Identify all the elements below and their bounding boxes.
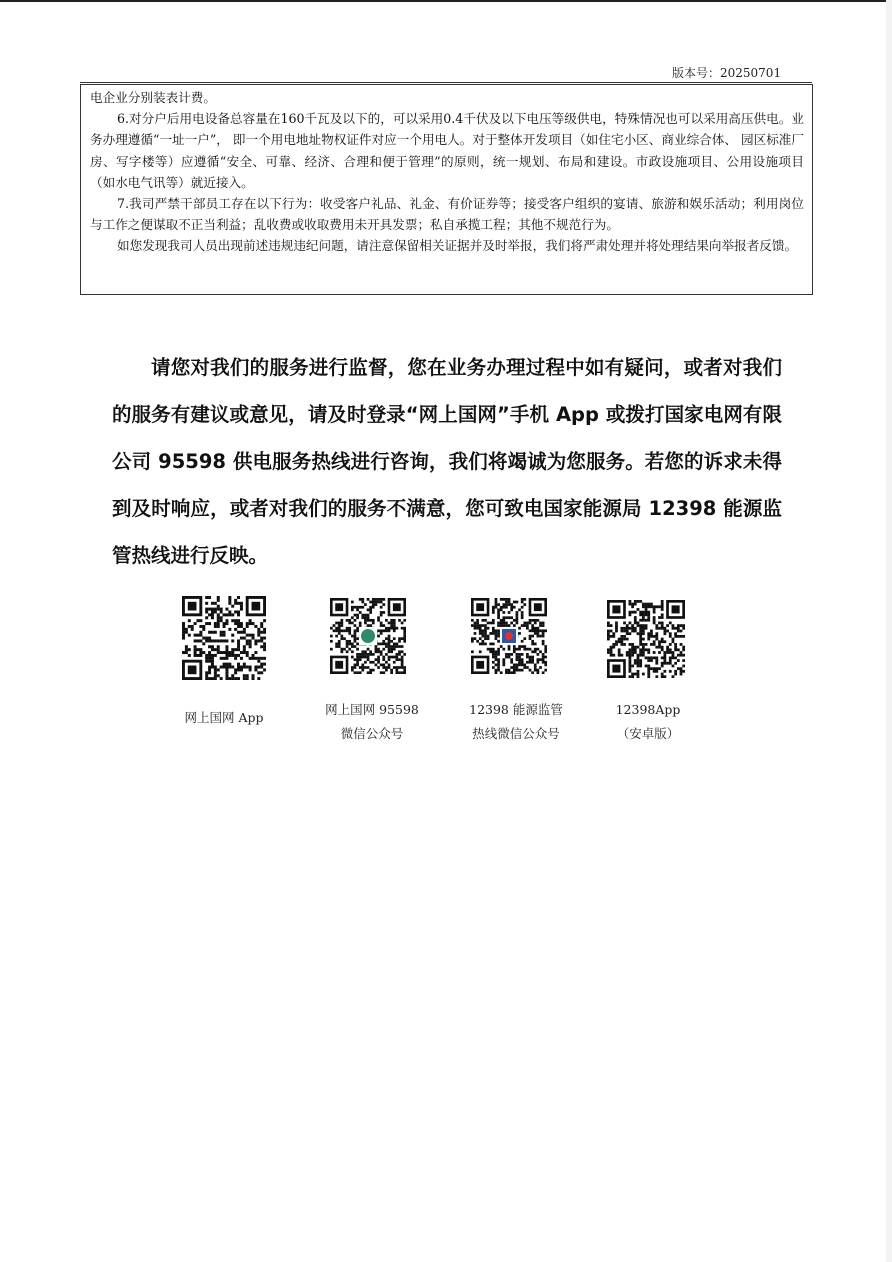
qr-caption-1-line1: 网上国网 App (184, 710, 264, 725)
qr-caption-4-line2: （安卓版） (616, 726, 680, 741)
qr-95598-wechat[interactable] (330, 598, 406, 674)
qr-code-image (607, 600, 685, 678)
notice-item-7: 7.我司严禁干部员工存在以下行为：收受客户礼品、礼金、有价证券等；接受客户组织的宴请、旅游和娱乐活动；利用岗位与工作之便谋取不正当利益；乱收费或收取费用未开具发票；私自承揽工程；其他不规范行为。 (90, 196, 804, 233)
notice-report-paragraph: 如您发现我司人员出现前述违规违纪问题，请注意保留相关证据并及时举报，我们将严肃处理并将处理结果向举报者反馈。 (117, 238, 798, 254)
service-supervision-text: 请您对我们的服务进行监督，您在业务办理过程中如有疑问，或者对我们的服务有建议或意见，请及时登录“网上国网”手机 App 或拨打国家电网有限公司 95598 供电服务热线进行咨询，我们将竭诚为您服务。若您的诉求未得到及时响应，或者对我们的服务不满意，您可致电国家能源局 12398 能源监管热线进行反映。 (112, 356, 782, 567)
qr-caption-4 (588, 698, 708, 746)
qr-12398-android-app[interactable] (607, 600, 685, 678)
qr-caption-2-line1: 网上国网 95598 (325, 702, 419, 717)
version-number: 版本号：20250701 (672, 66, 782, 80)
qr-12398-wechat[interactable] (471, 598, 547, 674)
service-supervision-paragraph (112, 344, 782, 579)
top-border (0, 0, 892, 2)
header-rule (80, 82, 812, 83)
qr-caption-3 (456, 698, 576, 746)
qr-caption-1 (164, 706, 284, 730)
qr-code-image (182, 596, 266, 680)
qr-caption-4-line1: 12398App (615, 702, 681, 717)
qr-caption-2-line2: 微信公众号 (340, 726, 404, 741)
qr-code-image (471, 598, 547, 674)
qr-wangshangguowang-app[interactable] (182, 596, 266, 680)
globe-logo-icon (361, 629, 375, 643)
qr-code-image (330, 598, 406, 674)
qr-caption-3-line1: 12398 能源监管 (469, 702, 563, 717)
qr-caption-2 (312, 698, 432, 746)
notice-line-0: 电企业分别装表计费。 (90, 90, 216, 105)
notice-item-6: 6.对分户后用电设备总容量在160千瓦及以下的，可以采用0.4千伏及以下电压等级供电，特殊情况也可以采用高压供电。业务办理遵循“一址一户”， 即一个用电地址物权证件对应一个用电人。对于整体开发项目（如住宅小区、商业综合体、 园区标准厂房、写字楼等）应遵循“安全、可靠、经济、合理和便于管理”的原则，统一规划、布局和建设。市政设施项目、公用设施项目（如水电气讯等）就近接入。 (90, 111, 804, 190)
qr-caption-3-line2: 热线微信公众号 (472, 726, 560, 741)
notice-box (80, 84, 813, 295)
page-edge (886, 0, 892, 1262)
